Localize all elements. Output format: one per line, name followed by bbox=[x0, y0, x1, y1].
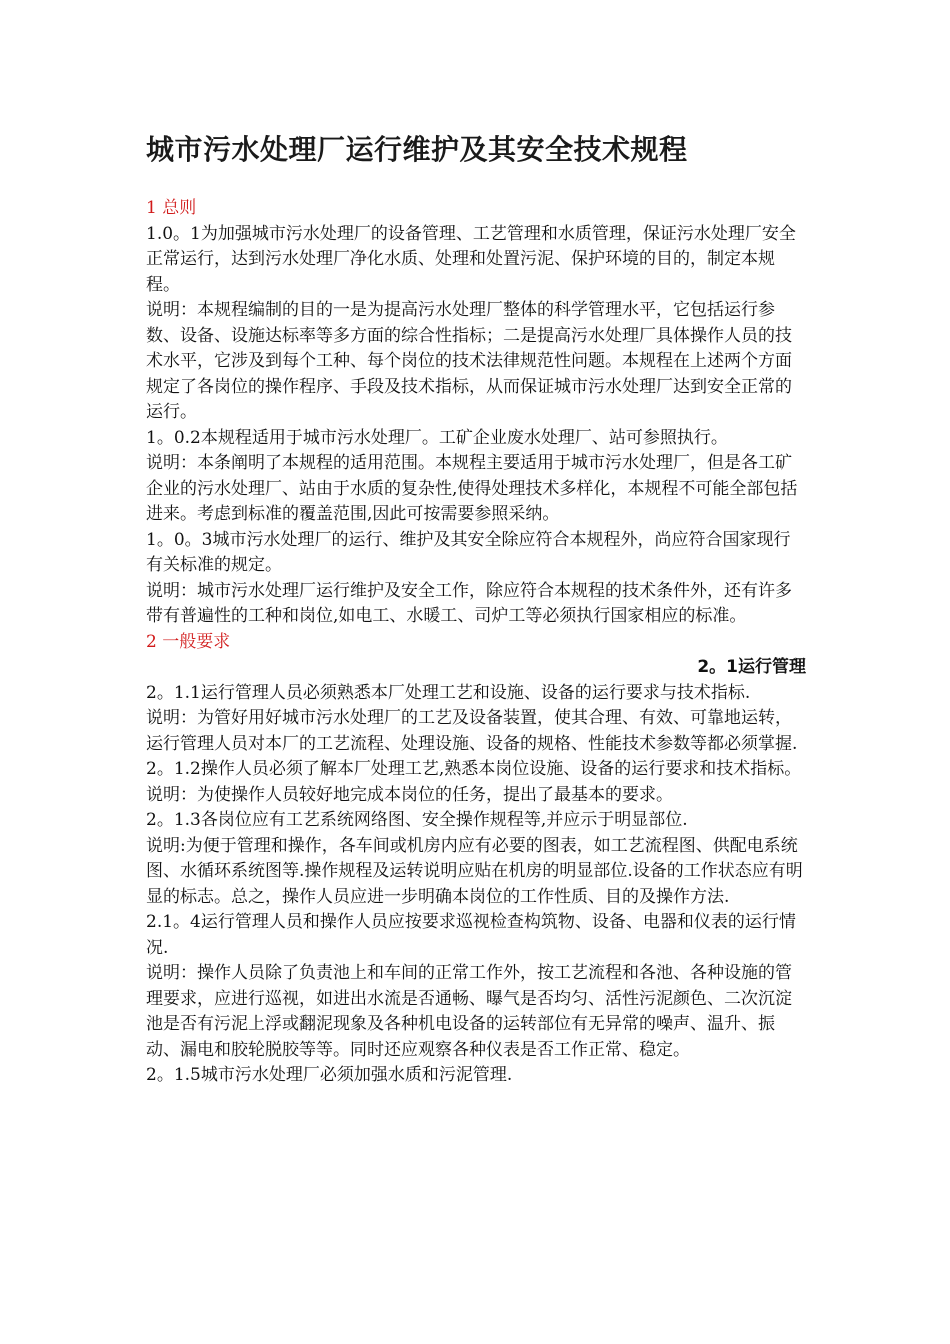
paragraph-2-1-5: 2。1.5城市污水处理厂必须加强水质和污泥管理. bbox=[146, 1065, 513, 1085]
document-title: 城市污水处理厂运行维护及其安全技术规程 bbox=[146, 133, 688, 166]
paragraph-1-0-3: 1。0。3城市污水处理厂的运行、维护及其安全除应符合本规程外，尚应符合国家现行有关标准的规定。 bbox=[146, 529, 791, 575]
paragraph-2-1-2-explanation: 说明：为使操作人员较好地完成本岗位的任务，提出了最基本的要求。 bbox=[146, 784, 673, 805]
paragraph-2-1-2: 2。1.2操作人员必须了解本厂处理工艺,熟悉本岗位设施、设备的运行要求和技术指标。 bbox=[146, 759, 802, 779]
paragraph-1-0-2: 1。0.2本规程适用于城市污水处理厂。工矿企业废水处理厂、站可参照执行。 bbox=[146, 427, 728, 448]
paragraph-2-1-1: 2。1.1运行管理人员必须熟悉本厂处理工艺和设施、设备的运行要求与技术指标. bbox=[146, 682, 751, 703]
paragraph-2-1-3: 2。1.3各岗位应有工艺系统网络图、安全操作规程等,并应示于明显部位. bbox=[146, 810, 688, 830]
section-heading-general: 1 总则 bbox=[146, 198, 197, 218]
document-body bbox=[146, 196, 806, 1089]
paragraph-1-0-1-explanation: 说明：本规程编制的目的一是为提高污水处理厂整体的科学管理水平，它包括运行参数、设备、设施达标率等多方面的综合性指标；二是提高污水处理厂具体操作人员的技术水平，它涉及到每个工种、每个岗位的技术法律规范性问题。本规程在上述两个方面规定了各岗位的操作程序、手段及技术指标，从而保证城市污水处理厂达到安全正常的运行。 bbox=[146, 300, 792, 422]
section-heading-general-requirements: 2 一般要求 bbox=[146, 631, 231, 652]
paragraph-2-1-1-explanation: 说明：为管好用好城市污水处理厂的工艺及设备装置，使其合理、有效、可靠地运转，运行管理人员对本厂的工艺流程、处理设施、设备的规格、性能技术参数等都必须掌握. bbox=[146, 708, 798, 754]
paragraph-1-0-3-explanation: 说明：城市污水处理厂运行维护及安全工作，除应符合本规程的技术条件外，还有许多带有普遍性的工种和岗位,如电工、水暖工、司炉工等必须执行国家相应的标准。 bbox=[146, 580, 792, 626]
paragraph-2-1-4-explanation: 说明：操作人员除了负责池上和车间的正常工作外，按工艺流程和各池、各种设施的管理要求，应进行巡视，如进出水流是否通畅、曝气是否均匀、活性污泥颜色、二次沉淀池是否有污泥上浮或翻泥现象及各种机电设备的运转部位有无异常的噪声、温升、振动、漏电和胶轮脱胶等等。同时还应观察各种仪表是否工作正常、稳定。 bbox=[146, 963, 792, 1060]
paragraph-2-1-4: 2.1。4运行管理人员和操作人员应按要求巡视检查构筑物、设备、电器和仪表的运行情况. bbox=[146, 912, 796, 958]
paragraph-1-0-2-explanation: 说明：本条阐明了本规程的适用范围。本规程主要适用于城市污水处理厂，但是各工矿企业的污水处理厂、站由于水质的复杂性,使得处理技术多样化，本规程不可能全部包括进来。考虑到标准的覆盖范围,因此可按需要参照采纳。 bbox=[146, 453, 798, 524]
paragraph-1-0-1: 1.0。1为加强城市污水处理厂的设备管理、工艺管理和水质管理，保证污水处理厂安全正常运行，达到污水处理厂净化水质、处理和处置污泥、保护环境的目的，制定本规程。 bbox=[146, 223, 796, 295]
paragraph-2-1-3-explanation: 说明:为便于管理和操作，各车间或机房内应有必要的图表，如工艺流程图、供配电系统图、水循环系统图等.操作规程及运转说明应贴在机房的明显部位.设备的工作状态应有明显的标志。总之，操作人员应进一步明确本岗位的工作性质、目的及操作方法. bbox=[146, 835, 803, 907]
subsection-heading-operation-management: 2。1运行管理 bbox=[697, 657, 806, 677]
